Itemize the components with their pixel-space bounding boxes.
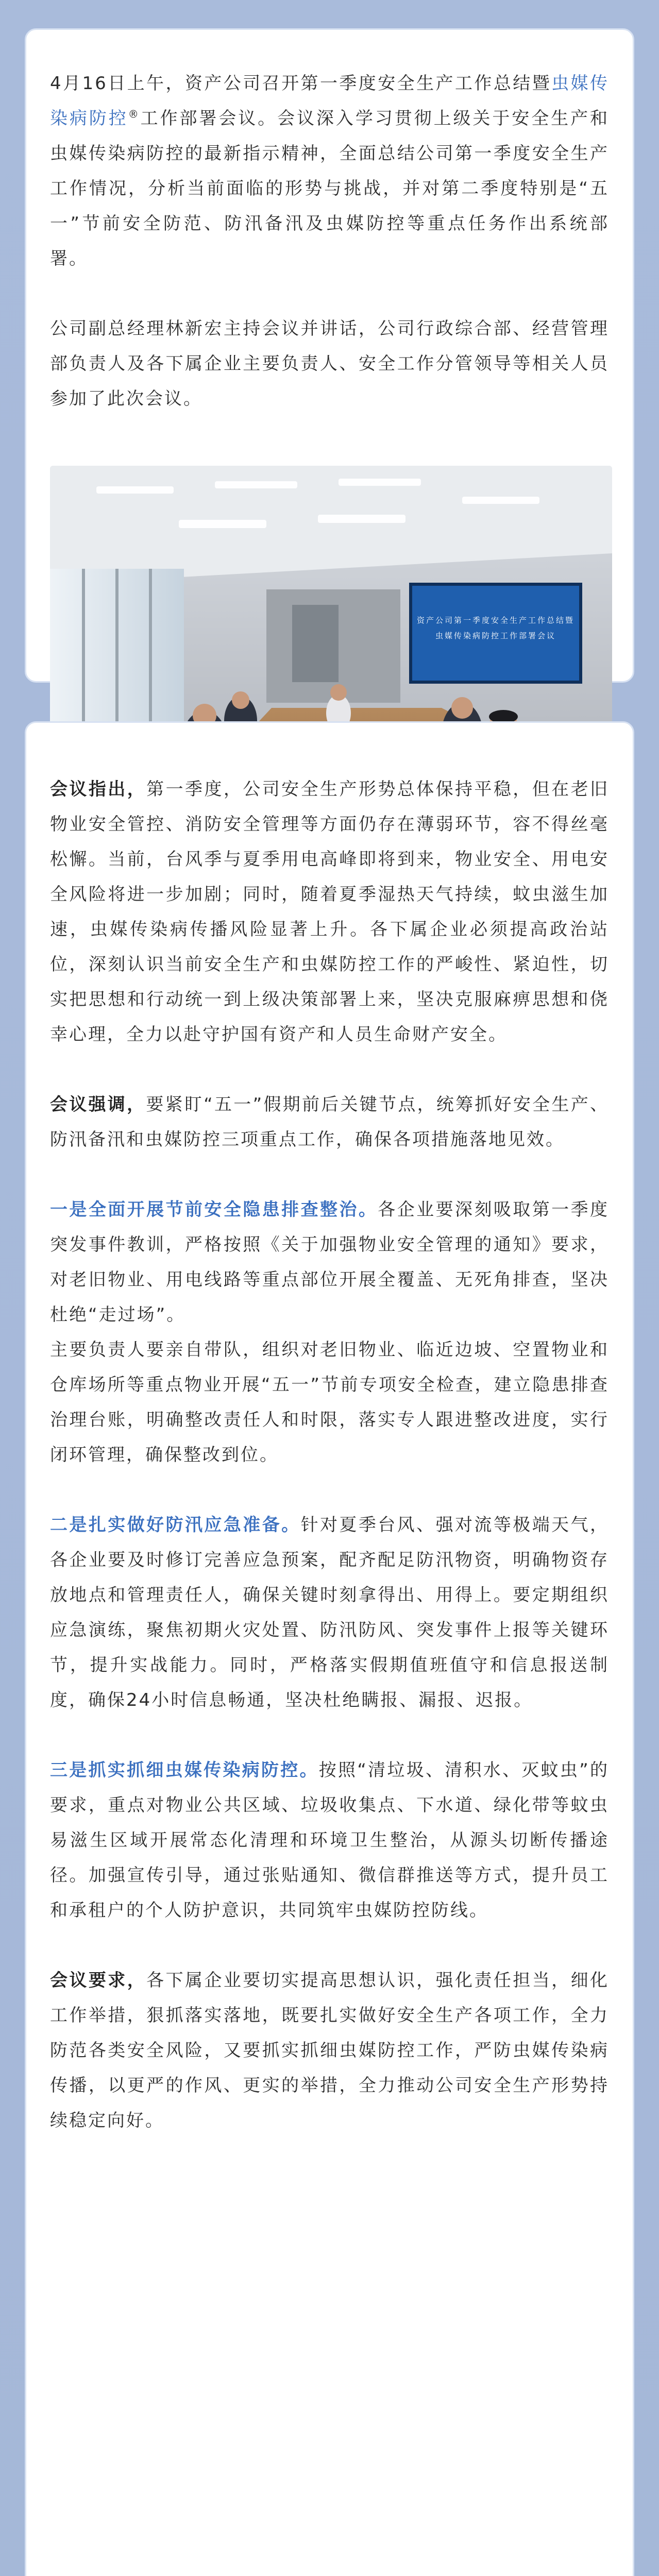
paragraph-text: 各下属企业要切实提高思想认识，强化责任担当，细化工作举措，狠抓落实落地，既要扎实做好安全生产各项工作，全力防范各类安全风险，又要抓实抓细虫媒防控工作，严防虫媒传染病传播，以更严的作风、更实的举措，全力推动公司安全生产形势持续稳定向好。 xyxy=(50,1970,610,2131)
section-hazard-inspection-continued: 主要负责人要亲自带队，组织对老旧物业、临近边坡、空置物业和仓库场所等重点物业开展“五一”节前专项安全检查，建立隐患排查治理台账，明确整改责任人和时限，落实专人跟进整改进度，实行闭环管理，确保整改到位。 xyxy=(50,1340,609,1465)
lead-text: 会议强调， xyxy=(50,1094,146,1115)
highlight-lead: 一是全面开展节前安全隐患排查整治。 xyxy=(50,1199,378,1220)
intro-text: 4月16日上午，资产公司召开第一季度安全生产工作总结暨 xyxy=(50,73,552,94)
intro-paragraph-1 xyxy=(50,66,609,276)
intro-card xyxy=(25,28,634,683)
registered-mark: ® xyxy=(128,108,140,121)
content-card xyxy=(25,721,634,2576)
lead-text: 会议指出， xyxy=(50,779,147,800)
highlight-text: 虫媒传染病防控 xyxy=(50,73,609,129)
section-flood-preparedness xyxy=(50,1507,609,1718)
highlight-lead: 二是扎实做好防汛应急准备。 xyxy=(50,1515,301,1535)
lead-text: 会议要求， xyxy=(50,1970,147,1991)
section-hazard-inspection xyxy=(50,1192,609,1332)
paragraph-text: 按照“清垃圾、清积水、灭蚊虫”的要求，重点对物业公共区域、垃圾收集点、下水道、绿化带等蚊虫易滋生区域开展常态化清理和环境卫生整治，从源头切断传播途径。加强宣传引导，通过张贴通知、微信群推送等方式，提升员工和承租户的个人防护意识，共同筑牢虫媒防控防线。 xyxy=(50,1760,609,1921)
paragraph-text: 要紧盯“五一”假期前后关键节点，统筹抓好安全生产、防汛备汛和虫媒防控三项重点工作，确保各项措施落地见效。 xyxy=(50,1094,609,1150)
paragraph-text: 针对夏季台风、强对流等极端天气，各企业要及时修订完善应急预案，配齐配足防汛物资，明确物资存放地点和管理责任人，确保关键时刻拿得出、用得上。要定期组织应急演练，聚焦初期火灾处置、防汛防风、突发事件上报等关键环节，提升实战能力。同时，严格落实假期值班值守和信息报送制度，确保24小时信息畅通，坚决杜绝瞒报、漏报、迟报。 xyxy=(50,1515,610,1710)
section-vector-disease-control xyxy=(50,1753,609,1928)
section-meeting-emphasis xyxy=(50,1087,609,1157)
intro-paragraph-2: 公司副总经理林新宏主持会议并讲话，公司行政综合部、经营管理部负责人及各下属企业主要负责人、安全工作分管领导等相关人员参加了此次会议。 xyxy=(50,318,609,409)
screen-title-line-1: 资产公司第一季度安全生产工作总结暨 xyxy=(416,616,575,625)
screen-title-line-2: 虫媒传染病防控工作部署会议 xyxy=(435,631,556,640)
highlight-lead: 三是抓实抓细虫媒传染病防控。 xyxy=(50,1760,319,1781)
section-meeting-notes xyxy=(50,772,609,1052)
intro-text: 工作部署会议。会议深入学习贯彻上级关于安全生产和虫媒传染病防控的最新指示精神，全面总结公司第一季度安全生产工作情况，分析当前面临的形势与挑战，并对第二季度特别是“五一”节前安全防范、防汛备汛及虫媒防控等重点任务作出系统部署。 xyxy=(50,108,610,269)
section-meeting-requirements xyxy=(50,1963,609,2138)
paragraph-text: 各企业要深刻吸取第一季度突发事件教训，严格按照《关于加强物业安全管理的通知》要求，对老旧物业、用电线路等重点部位开展全覆盖、无死角排查，坚决杜绝“走过场”。 xyxy=(50,1199,610,1325)
paragraph-text: 第一季度，公司安全生产形势总体保持平稳，但在老旧物业安全管控、消防安全管理等方面仍存在薄弱环节，容不得丝毫松懈。当前，台风季与夏季用电高峰即将到来，物业安全、用电安全风险将进一步加剧；同时，随着夏季湿热天气持续，蚊虫滋生加速，虫媒传染病传播风险显著上升。各下属企业必须提高政治站位，深刻认识当前安全生产和虫媒防控工作的严峻性、紧迫性，切实把思想和行动统一到上级决策部署上来，坚决克服麻痹思想和侥幸心理，全力以赴守护国有资产和人员生命财产安全。 xyxy=(50,779,610,1045)
